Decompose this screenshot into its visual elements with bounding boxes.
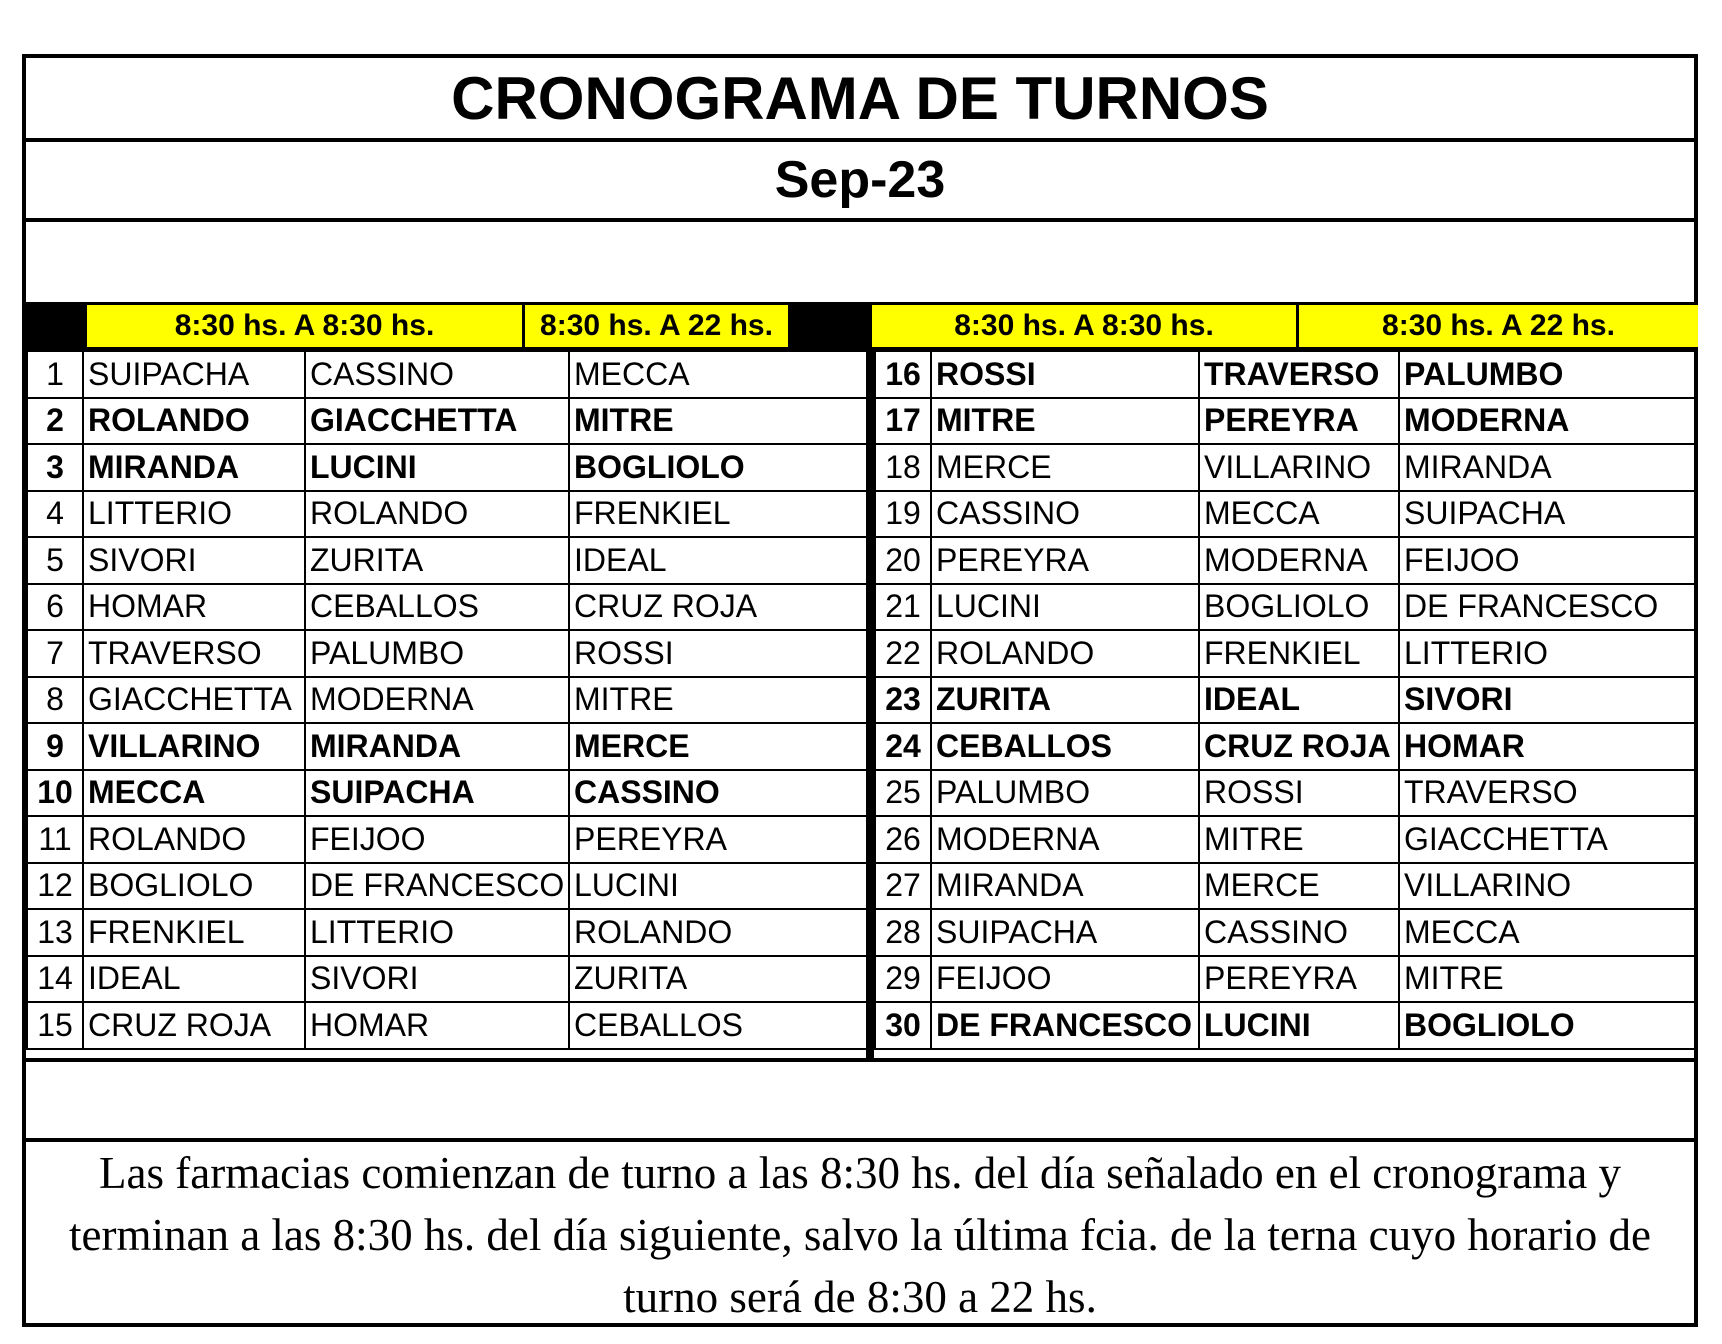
table-row [27, 351, 869, 398]
pharmacy-cell-1: MIRANDA [931, 863, 1199, 910]
day-cell: 5 [27, 537, 83, 584]
pharmacy-cell-3: PEREYRA [569, 816, 869, 863]
day-cell: 9 [27, 723, 83, 770]
pharmacy-cell-3: IDEAL [569, 537, 869, 584]
pharmacy-cell-1: ROLANDO [83, 398, 305, 445]
blank-row-top [26, 222, 1694, 302]
month-label: Sep-23 [26, 142, 1694, 222]
pharmacy-cell-3: SIVORI [1399, 677, 1695, 724]
pharmacy-cell-2: FRENKIEL [1199, 630, 1399, 677]
pharmacy-cell-1: CASSINO [931, 491, 1199, 538]
day-cell: 2 [27, 398, 83, 445]
pharmacy-cell-2: PEREYRA [1199, 398, 1399, 445]
pharmacy-cell-3: ZURITA [569, 956, 869, 1003]
pharmacy-cell-3: TRAVERSO [1399, 770, 1695, 817]
table-row [27, 723, 869, 770]
pharmacy-cell-3: MECCA [569, 351, 869, 398]
day-cell: 4 [27, 491, 83, 538]
table-row [875, 444, 1695, 491]
pharmacy-cell-3: CEBALLOS [569, 1002, 869, 1049]
pharmacy-cell-3: BOGLIOLO [569, 444, 869, 491]
pharmacy-cell-2: MODERNA [305, 677, 569, 724]
day-cell: 18 [875, 444, 931, 491]
pharmacy-cell-1: MODERNA [931, 816, 1199, 863]
day-cell: 8 [27, 677, 83, 724]
day-cell: 29 [875, 956, 931, 1003]
pharmacy-cell-3: MIRANDA [1399, 444, 1695, 491]
pharmacy-cell-2: FEIJOO [305, 816, 569, 863]
table-row [875, 630, 1695, 677]
day-cell: 25 [875, 770, 931, 817]
table-row [875, 723, 1695, 770]
pharmacy-cell-2: ROLANDO [305, 491, 569, 538]
pharmacy-cell-3: FRENKIEL [569, 491, 869, 538]
day-cell: 27 [875, 863, 931, 910]
pharmacy-cell-3: MITRE [1399, 956, 1695, 1003]
day-cell: 11 [27, 816, 83, 863]
table-row [875, 863, 1695, 910]
pharmacy-cell-1: MERCE [931, 444, 1199, 491]
pharmacy-cell-3: MERCE [569, 723, 869, 770]
pharmacy-cell-1: ROLANDO [83, 816, 305, 863]
pharmacy-cell-1: IDEAL [83, 956, 305, 1003]
pharmacy-cell-3: MECCA [1399, 909, 1695, 956]
pharmacy-cell-3: DE FRANCESCO [1399, 584, 1695, 631]
pharmacy-cell-3: ROSSI [569, 630, 869, 677]
table-row [27, 584, 869, 631]
table-row [875, 816, 1695, 863]
day-cell: 30 [875, 1002, 931, 1049]
table-row [875, 491, 1695, 538]
day-cell: 28 [875, 909, 931, 956]
table-row [27, 630, 869, 677]
pharmacy-cell-1: FEIJOO [931, 956, 1199, 1003]
day-cell: 17 [875, 398, 931, 445]
pharmacy-cell-2: LUCINI [1199, 1002, 1399, 1049]
header-gap [788, 302, 872, 350]
pharmacy-cell-1: SIVORI [83, 537, 305, 584]
table-row [875, 770, 1695, 817]
header-overnight-left: 8:30 hs. A 8:30 hs. [84, 302, 522, 350]
table-row [875, 537, 1695, 584]
schedule-grid [26, 302, 1694, 1058]
pharmacy-cell-1: HOMAR [83, 584, 305, 631]
header-day-blank [26, 302, 84, 350]
pharmacy-cell-1: VILLARINO [83, 723, 305, 770]
schedule-document [22, 54, 1698, 1327]
pharmacy-cell-2: MITRE [1199, 816, 1399, 863]
pharmacy-cell-1: FRENKIEL [83, 909, 305, 956]
day-cell: 7 [27, 630, 83, 677]
pharmacy-cell-3: VILLARINO [1399, 863, 1695, 910]
pharmacy-cell-2: MERCE [1199, 863, 1399, 910]
pharmacy-cell-3: HOMAR [1399, 723, 1695, 770]
table-row [27, 677, 869, 724]
header-day-left: 8:30 hs. A 22 hs. [522, 302, 788, 350]
day-cell: 6 [27, 584, 83, 631]
table-row [875, 398, 1695, 445]
table-row [27, 398, 869, 445]
table-row [27, 1002, 869, 1049]
pharmacy-cell-3: GIACCHETTA [1399, 816, 1695, 863]
day-cell: 23 [875, 677, 931, 724]
header-overnight-right: 8:30 hs. A 8:30 hs. [872, 302, 1296, 350]
pharmacy-cell-1: DE FRANCESCO [931, 1002, 1199, 1049]
day-cell: 24 [875, 723, 931, 770]
pharmacy-cell-2: PALUMBO [305, 630, 569, 677]
day-cell: 26 [875, 816, 931, 863]
pharmacy-cell-3: PALUMBO [1399, 351, 1695, 398]
pharmacy-cell-2: HOMAR [305, 1002, 569, 1049]
table-row [875, 1002, 1695, 1049]
pharmacy-cell-1: ROLANDO [931, 630, 1199, 677]
table-row [875, 584, 1695, 631]
pharmacy-cell-2: ZURITA [305, 537, 569, 584]
pharmacy-cell-3: MITRE [569, 398, 869, 445]
pharmacy-cell-3: CASSINO [569, 770, 869, 817]
pharmacy-cell-1: GIACCHETTA [83, 677, 305, 724]
pharmacy-cell-1: MECCA [83, 770, 305, 817]
table-row [27, 816, 869, 863]
pharmacy-cell-2: SUIPACHA [305, 770, 569, 817]
page-title: CRONOGRAMA DE TURNOS [26, 58, 1694, 142]
day-cell: 22 [875, 630, 931, 677]
day-cell: 10 [27, 770, 83, 817]
pharmacy-cell-2: MIRANDA [305, 723, 569, 770]
table-row [27, 537, 869, 584]
pharmacy-cell-2: PEREYRA [1199, 956, 1399, 1003]
pharmacy-cell-2: GIACCHETTA [305, 398, 569, 445]
header-day-right: 8:30 hs. A 22 hs. [1296, 302, 1698, 350]
pharmacy-cell-1: PALUMBO [931, 770, 1199, 817]
pharmacy-cell-3: LUCINI [569, 863, 869, 910]
pharmacy-cell-1: ZURITA [931, 677, 1199, 724]
pharmacy-cell-1: BOGLIOLO [83, 863, 305, 910]
schedule-left-half [26, 302, 872, 1058]
table-row [875, 677, 1695, 724]
pharmacy-cell-3: FEIJOO [1399, 537, 1695, 584]
pharmacy-cell-3: MITRE [569, 677, 869, 724]
day-cell: 3 [27, 444, 83, 491]
pharmacy-cell-2: CASSINO [1199, 909, 1399, 956]
pharmacy-cell-2: LITTERIO [305, 909, 569, 956]
pharmacy-cell-2: LUCINI [305, 444, 569, 491]
pharmacy-cell-1: CRUZ ROJA [83, 1002, 305, 1049]
pharmacy-cell-2: DE FRANCESCO [305, 863, 569, 910]
table-row [27, 909, 869, 956]
day-cell: 12 [27, 863, 83, 910]
table-row [27, 956, 869, 1003]
day-cell: 13 [27, 909, 83, 956]
pharmacy-cell-2: SIVORI [305, 956, 569, 1003]
pharmacy-cell-3: SUIPACHA [1399, 491, 1695, 538]
day-cell: 1 [27, 351, 83, 398]
pharmacy-cell-2: IDEAL [1199, 677, 1399, 724]
pharmacy-cell-3: MODERNA [1399, 398, 1695, 445]
pharmacy-cell-2: CEBALLOS [305, 584, 569, 631]
pharmacy-cell-1: PEREYRA [931, 537, 1199, 584]
day-cell: 19 [875, 491, 931, 538]
day-cell: 21 [875, 584, 931, 631]
table-row [27, 863, 869, 910]
pharmacy-cell-2: VILLARINO [1199, 444, 1399, 491]
pharmacy-cell-1: MITRE [931, 398, 1199, 445]
pharmacy-cell-1: SUIPACHA [83, 351, 305, 398]
pharmacy-cell-3: BOGLIOLO [1399, 1002, 1695, 1049]
table-row [27, 770, 869, 817]
day-cell: 14 [27, 956, 83, 1003]
pharmacy-cell-1: TRAVERSO [83, 630, 305, 677]
pharmacy-cell-1: SUIPACHA [931, 909, 1199, 956]
pharmacy-cell-2: CRUZ ROJA [1199, 723, 1399, 770]
schedule-right-half [872, 302, 1698, 1058]
pharmacy-cell-1: ROSSI [931, 351, 1199, 398]
table-row [27, 491, 869, 538]
pharmacy-cell-1: MIRANDA [83, 444, 305, 491]
pharmacy-cell-3: LITTERIO [1399, 630, 1695, 677]
pharmacy-cell-1: LUCINI [931, 584, 1199, 631]
pharmacy-cell-2: MECCA [1199, 491, 1399, 538]
pharmacy-cell-3: ROLANDO [569, 909, 869, 956]
pharmacy-cell-2: TRAVERSO [1199, 351, 1399, 398]
table-row [875, 351, 1695, 398]
pharmacy-cell-2: CASSINO [305, 351, 569, 398]
day-cell: 20 [875, 537, 931, 584]
table-row [875, 956, 1695, 1003]
pharmacy-cell-1: LITTERIO [83, 491, 305, 538]
day-cell: 16 [875, 351, 931, 398]
pharmacy-cell-3: CRUZ ROJA [569, 584, 869, 631]
schedule-table-left [26, 350, 870, 1050]
pharmacy-cell-2: MODERNA [1199, 537, 1399, 584]
pharmacy-cell-2: ROSSI [1199, 770, 1399, 817]
day-cell: 15 [27, 1002, 83, 1049]
schedule-table-right [874, 350, 1696, 1050]
schedule-note: Las farmacias comienzan de turno a las 8:30 hs. del día señalado en el cronograma y terminan a las 8:30 hs. del día siguiente, salvo la última fcia. de la terna cuyo horario de turno será de 8:30 a 22 hs. [69, 1147, 1651, 1322]
blank-row-bottom [26, 1058, 1694, 1142]
table-row [27, 444, 869, 491]
table-row [875, 909, 1695, 956]
pharmacy-cell-2: BOGLIOLO [1199, 584, 1399, 631]
pharmacy-cell-1: CEBALLOS [931, 723, 1199, 770]
